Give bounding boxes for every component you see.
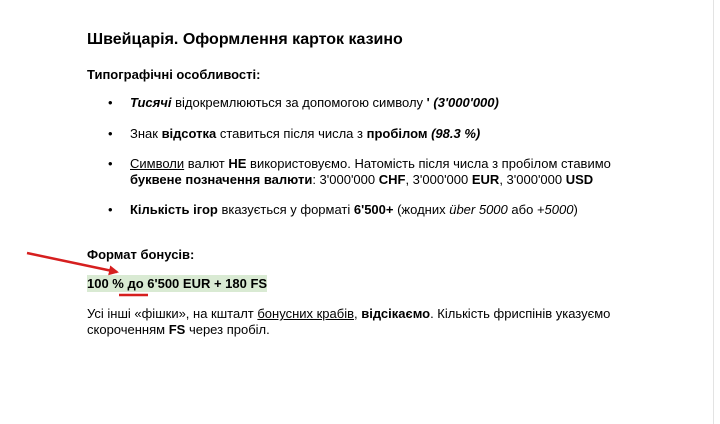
list-item: • Кількість ігор вказується у форматі 6'500+ (жодних über 5000 або +5000)	[108, 202, 578, 217]
page-title: Швейцарія. Оформлення карток казино	[87, 31, 403, 48]
bullet-icon: •	[108, 126, 113, 141]
bullet-icon: •	[108, 202, 113, 217]
typography-heading: Типографічні особливості:	[87, 67, 261, 82]
bonus-note: Усі інші «фішки», на кшталт бонусних крабів, відсікаємо. Кількість фриспінів указуємо скороченням FS через пробіл.	[87, 306, 611, 337]
list-item: • Символи валют НЕ використовуємо. Натомість після числа з пробілом ставимо буквене позначення валюти: 3'000'000 CHF, 3'000'000 EUR, 3'000'000 USD	[108, 156, 611, 187]
list-item: • Тисячі відокремлюються за допомогою символу ' (3'000'000)	[108, 95, 499, 110]
bullet-icon: •	[108, 95, 113, 110]
bonus-heading: Формат бонусів:	[87, 247, 195, 262]
list-item: • Знак відсотка ставиться після числа з пробілом (98.3 %)	[108, 126, 481, 141]
bullet-icon: •	[108, 156, 113, 171]
bonus-example: 100 % до 6'500 EUR + 180 FS	[87, 276, 268, 291]
